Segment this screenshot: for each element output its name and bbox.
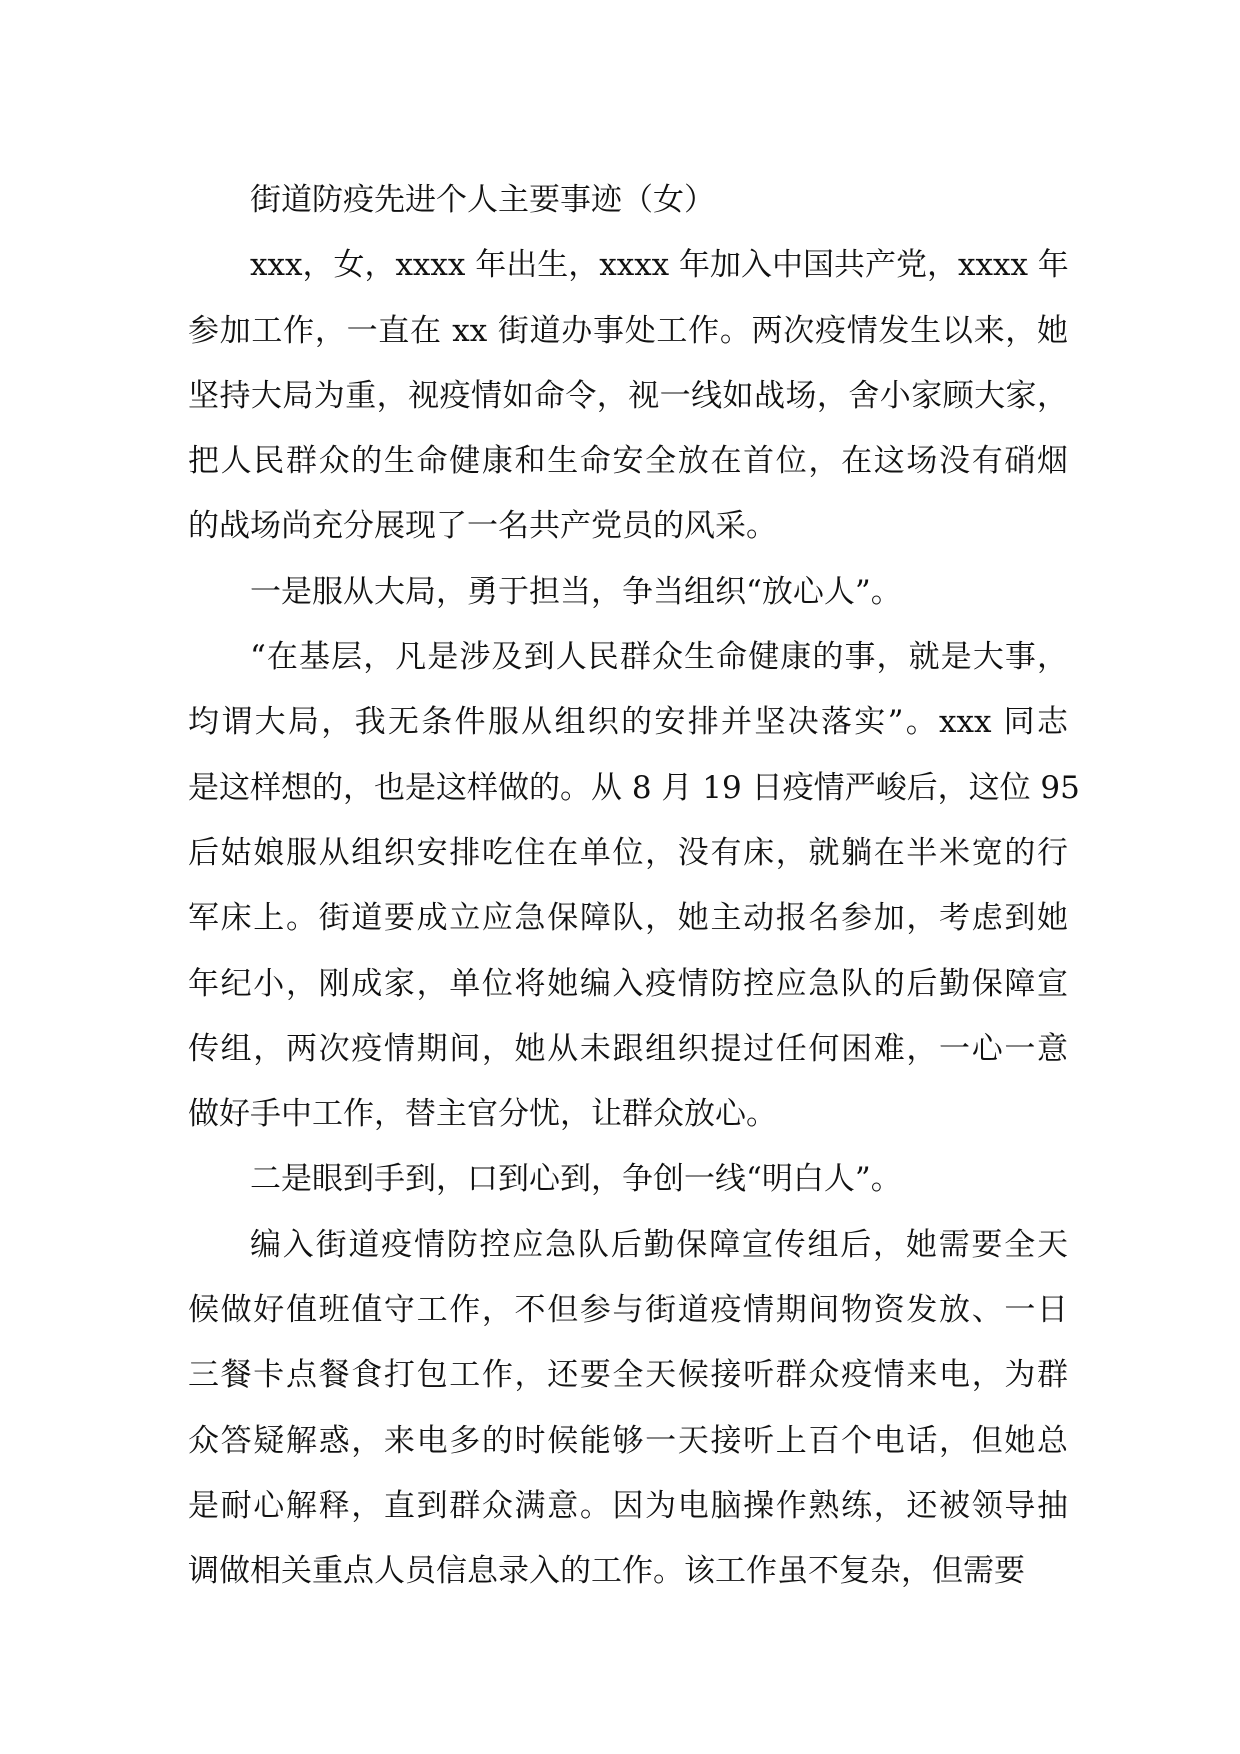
document-title xyxy=(188,168,1068,233)
text-line: 是这样想的，也是这样做的。从 8 月 19 日疫情严峻后，这位 95 xyxy=(188,769,1080,806)
text-line: 众答疑解惑，来电多的时候能够一天接听上百个电话，但她总 xyxy=(188,1422,1068,1459)
text-line: 街道防疫先进个人主要事迹（女） xyxy=(250,182,715,218)
paragraph-section-2 xyxy=(188,1213,1068,1605)
document-body xyxy=(188,168,1080,1605)
text-line: 坚持大局为重，视疫情如命令，视一线如战场，舍小家顾大家， xyxy=(188,377,1068,414)
paragraph-section-1 xyxy=(188,625,1080,1147)
text-line: 调做相关重点人员信息录入的工作。该工作虽不复杂，但需要 xyxy=(188,1553,1025,1590)
paragraph-intro xyxy=(188,233,1068,559)
text-line: 候做好值班值守工作，不但参与街道疫情期间物资发放、一日 xyxy=(188,1292,1068,1329)
text-line: 传组，两次疫情期间，她从未跟组织提过任何困难，一心一意 xyxy=(188,1030,1068,1067)
text-line: 后姑娘服从组织安排吃住在单位，没有床，就躺在半米宽的行 xyxy=(188,834,1068,871)
text-line: 的战场尚充分展现了一名共产党员的风采。 xyxy=(188,508,777,545)
text-line: 军床上。街道要成立应急保障队，她主动报名参加，考虑到她 xyxy=(188,900,1068,937)
text-line: 把人民群众的生命健康和生命安全放在首位，在这场没有硝烟 xyxy=(188,443,1068,480)
text-line: xxx，女，xxxx 年出生，xxxx 年加入中国共产党，xxxx 年 xyxy=(250,247,1069,284)
text-line: “在基层，凡是涉及到人民群众生命健康的事，就是大事， xyxy=(250,639,1068,676)
text-line: 均谓大局，我无条件服从组织的安排并坚决落实”。xxx 同志 xyxy=(188,704,1068,741)
text-line: 参加工作，一直在 xx 街道办事处工作。两次疫情发生以来，她 xyxy=(188,312,1068,349)
text-line: 二是眼到手到，口到心到，争创一线“明白人”。 xyxy=(250,1161,902,1198)
text-line: 是耐心解释，直到群众满意。因为电脑操作熟练，还被领导抽 xyxy=(188,1487,1068,1524)
text-line: 做好手中工作，替主官分忧，让群众放心。 xyxy=(188,1096,777,1133)
text-line: 一是服从大局，勇于担当，争当组织“放心人”。 xyxy=(250,573,902,610)
section-heading-1 xyxy=(188,560,1068,625)
section-heading-2 xyxy=(188,1147,1068,1212)
text-line: 编入街道疫情防控应急队后勤保障宣传组后，她需要全天 xyxy=(250,1226,1068,1263)
text-line: 三餐卡点餐食打包工作，还要全天候接听群众疫情来电，为群 xyxy=(188,1357,1068,1394)
text-line: 年纪小，刚成家，单位将她编入疫情防控应急队的后勤保障宣 xyxy=(188,965,1068,1002)
